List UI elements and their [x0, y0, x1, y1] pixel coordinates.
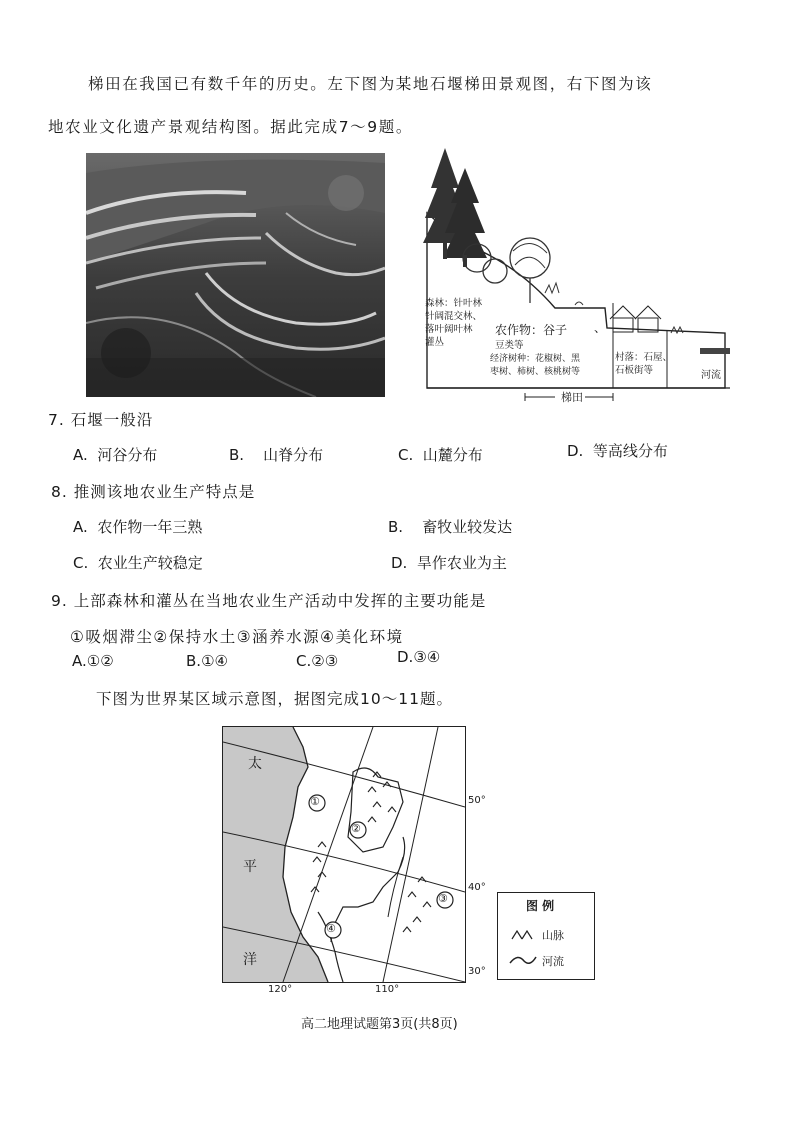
- forest-label: [425, 297, 482, 349]
- q7-option-d[interactable]: [567, 440, 668, 461]
- ocean-char-3: 洋: [243, 952, 257, 968]
- river-label: 河流: [701, 370, 721, 381]
- question-8-number: 8.: [51, 483, 68, 501]
- map-point-4: ④: [326, 922, 336, 935]
- q9-option-a-letter: A.: [72, 652, 87, 670]
- q7-option-a[interactable]: [73, 444, 157, 465]
- legend-title: 图 例: [526, 899, 555, 913]
- question-7-stem: 石堰一般沿: [70, 411, 154, 429]
- map-point-1: ①: [310, 795, 320, 808]
- lon-label-110: 110°: [375, 984, 400, 995]
- q8-option-a-letter: A.: [73, 518, 88, 536]
- lat-label-30: 30°: [468, 966, 486, 977]
- q7-option-b-text: 山脊分布: [263, 446, 324, 464]
- q7-option-d-letter: D.: [567, 442, 584, 460]
- legend-river-icon: [508, 953, 538, 967]
- q9-option-d-letter: D.: [397, 648, 414, 666]
- q7-option-a-text: 河谷分布: [97, 446, 158, 464]
- terrace-photo: [86, 153, 385, 397]
- question-9-stem: 上部森林和灌丛在当地农业生产活动中发挥的主要功能是: [73, 592, 487, 610]
- intro-line-1: 梯田在我国已有数千年的历史。左下图为某地石堰梯田景观图，右下图为该: [88, 75, 653, 93]
- q9-statements: ①吸烟滞尘②保持水土③涵养水源④美化环境: [70, 628, 404, 646]
- q7-option-b-letter: B.: [229, 446, 245, 464]
- village-line-2: 石板街等: [615, 365, 654, 376]
- intro-line-2: 地农业文化遗产景观结构图。据此完成7～9题。: [48, 118, 413, 136]
- question-7-number: 7.: [48, 411, 65, 429]
- q8-option-d-letter: D.: [391, 554, 408, 572]
- map-point-3: ③: [438, 892, 448, 905]
- q9-option-b-letter: B.: [186, 652, 202, 670]
- question-8-stem: 推测该地农业生产特点是: [73, 483, 256, 501]
- q7-option-a-letter: A.: [73, 446, 88, 464]
- question-9: [51, 589, 486, 611]
- q9-option-d[interactable]: [397, 648, 440, 666]
- q8-option-b-letter: B.: [388, 518, 404, 536]
- crops-more: 豆类等: [495, 340, 524, 351]
- lon-label-120: 120°: [268, 984, 293, 995]
- terrace-photo-drawing: [86, 153, 385, 397]
- crops-title: 农作物：谷子: [495, 323, 568, 337]
- q9-option-c[interactable]: [296, 652, 338, 670]
- q8-option-c-letter: C.: [73, 554, 89, 572]
- q9-option-a[interactable]: [72, 652, 114, 670]
- q8-option-a-text: 农作物一年三熟: [97, 518, 203, 536]
- question-9-number: 9.: [51, 592, 68, 610]
- q7-option-d-text: 等高线分布: [592, 442, 668, 460]
- legend-mountain-label: 山脉: [542, 929, 564, 942]
- q8-option-b-text: 畜牧业较发达: [422, 518, 513, 536]
- forest-label-line-4: 灌丛: [425, 337, 445, 348]
- forest-label-line-1: 森林：针叶林: [425, 298, 483, 309]
- q8-option-c-text: 农业生产较稳定: [97, 554, 203, 572]
- q8-option-a[interactable]: [73, 516, 202, 537]
- village-label: [615, 351, 672, 377]
- q9-option-d-text: ③④: [413, 648, 441, 666]
- intro-2: 下图为世界某区域示意图，据图完成10～11题。: [96, 690, 453, 708]
- lat-label-50: 50°: [468, 795, 486, 806]
- question-8: [51, 480, 255, 502]
- q9-option-a-text: ①②: [86, 652, 114, 670]
- village-line-1: 村落：石屋、: [615, 352, 673, 363]
- q9-option-b[interactable]: [186, 652, 228, 670]
- ocean-char-1: 太: [248, 756, 262, 772]
- econ-trees-line-1: 经济树种：花椒树、黑: [490, 354, 581, 364]
- q7-option-c-text: 山麓分布: [422, 446, 483, 464]
- forest-label-line-3: 落叶阔叶林: [425, 324, 473, 335]
- q7-option-c-letter: C.: [398, 446, 414, 464]
- q8-option-b[interactable]: [388, 516, 512, 537]
- q8-option-d-text: 旱作农业为主: [416, 554, 507, 572]
- econ-trees-line-2: 枣树、柿树、核桃树等: [490, 367, 581, 377]
- forest-label-line-2: 针阔混交林、: [425, 311, 483, 322]
- terrace-label: 梯田: [561, 391, 583, 404]
- q9-option-c-letter: C.: [296, 652, 312, 670]
- map-legend: [497, 892, 595, 980]
- q7-option-b[interactable]: [229, 444, 323, 465]
- lat-label-40: 40°: [468, 882, 486, 893]
- crops-separator: 、: [594, 321, 607, 335]
- q7-option-c[interactable]: [398, 444, 483, 465]
- question-7: [48, 408, 153, 430]
- ocean-char-2: 平: [243, 859, 257, 875]
- econ-trees-label: [490, 353, 580, 379]
- q9-option-b-text: ①④: [201, 652, 228, 670]
- map-point-2: ②: [351, 822, 361, 835]
- q9-option-c-text: ②③: [311, 652, 339, 670]
- page-footer: 高二地理试题第3页(共8页): [301, 1017, 458, 1032]
- legend-mountain-icon: [510, 927, 536, 941]
- q8-option-c[interactable]: [73, 552, 203, 573]
- q8-option-d[interactable]: [391, 552, 507, 573]
- legend-river-label: 河流: [542, 955, 564, 968]
